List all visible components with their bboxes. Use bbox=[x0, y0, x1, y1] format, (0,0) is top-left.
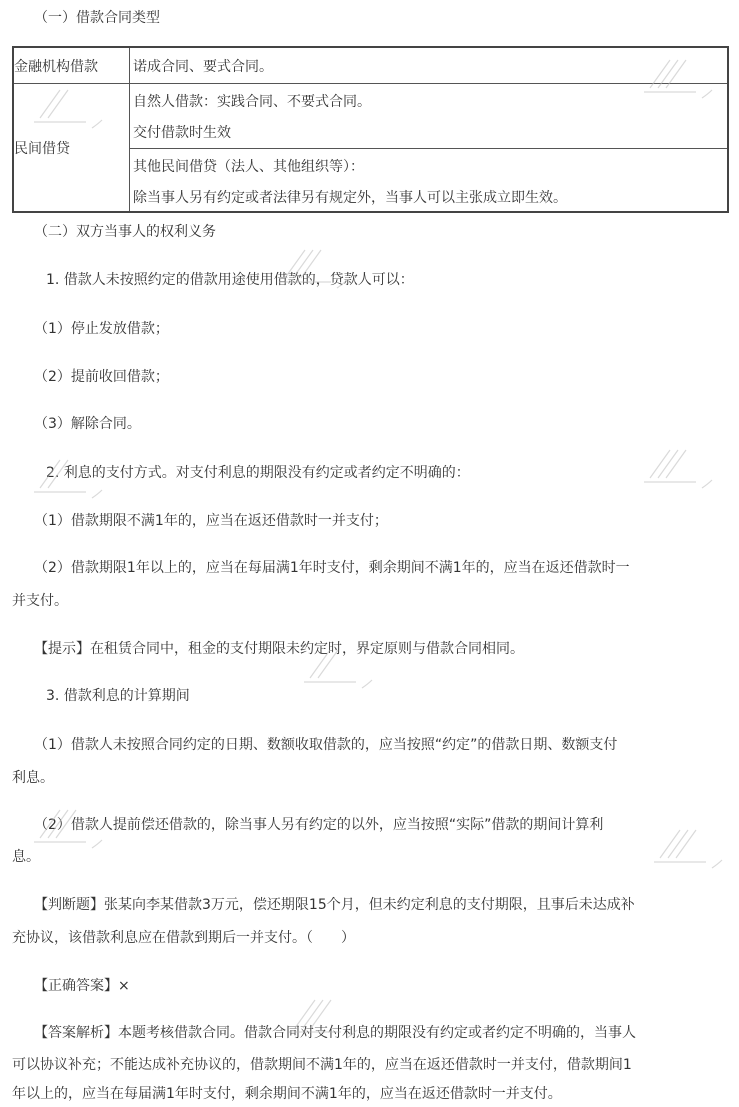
paragraph-3-item-2-line-1: （2）借款人提前偿还借款的，除当事人另有约定的以外，应当按照“实际”借款的期间计算利 bbox=[34, 817, 604, 833]
paragraph-3-item-1-line-2: 利息。 bbox=[12, 770, 54, 786]
paragraph-1-item-1: （1）停止发放借款； bbox=[34, 321, 169, 337]
table-cell-financial-institution-type: 诺成合同、要式合同。 bbox=[133, 59, 273, 75]
paragraph-2: 2. 利息的支付方式。对支付利息的期限没有约定或者约定不明确的： bbox=[46, 465, 470, 481]
paragraph-1: 1. 借款人未按照约定的借款用途使用借款的，贷款人可以： bbox=[46, 272, 414, 288]
table-column-divider bbox=[129, 48, 130, 211]
section-title-loan-contract-types: （一）借款合同类型 bbox=[34, 10, 160, 26]
tip-paragraph: 【提示】在租赁合同中，租金的支付期限未约定时，界定原则与借款合同相同。 bbox=[34, 641, 524, 657]
paragraph-2-item-2-line-2: 并支付。 bbox=[12, 593, 68, 609]
watermark-mark bbox=[650, 820, 730, 870]
table-cell-natural-person-type: 自然人借款：实践合同、不要式合同。 bbox=[133, 94, 371, 110]
loan-type-table bbox=[12, 46, 729, 213]
section-title-rights-obligations: （二）双方当事人的权利义务 bbox=[34, 224, 216, 240]
table-cell-other-lending-type: 其他民间借贷（法人、其他组织等）： bbox=[133, 159, 364, 175]
answer-analysis-line-1: 【答案解析】本题考核借款合同。借款合同对支付利息的期限没有约定或者约定不明确的，当事人 bbox=[34, 1025, 636, 1041]
paragraph-2-item-1: （1）借款期限不满1年的，应当在返还借款时一并支付； bbox=[34, 513, 388, 529]
paragraph-3-item-2-line-2: 息。 bbox=[12, 849, 40, 865]
answer-analysis-line-2: 可以协议补充；不能达成补充协议的，借款期间不满1年的，应当在返还借款时一并支付，借款期间1 bbox=[12, 1057, 632, 1073]
table-cell-private-lending-label: 民间借贷 bbox=[14, 141, 70, 157]
paragraph-3-item-1-line-1: （1）借款人未按照合同约定的日期、数额收取借款的，应当按照“约定”的借款日期、数额支付 bbox=[34, 737, 618, 753]
judgment-question-line-2: 充协议，该借款利息应在借款到期后一并支付。（ ） bbox=[12, 930, 355, 946]
table-row-divider bbox=[14, 83, 727, 84]
table-cell-financial-institution-label: 金融机构借款 bbox=[14, 59, 98, 75]
paragraph-1-item-2: （2）提前收回借款； bbox=[34, 369, 169, 385]
paragraph-3: 3. 借款利息的计算期间 bbox=[46, 688, 190, 704]
table-subrow-divider bbox=[129, 148, 727, 149]
table-cell-natural-person-effect: 交付借款时生效 bbox=[133, 125, 231, 141]
judgment-question-line-1: 【判断题】张某向李某借款3万元，偿还期限15个月，但未约定利息的支付期限，且事后未达成补 bbox=[34, 897, 635, 913]
paragraph-1-item-3: （3）解除合同。 bbox=[34, 416, 141, 432]
answer-analysis-line-3: 年以上的，应当在每届满1年时支付，剩余期间不满1年的，应当在返还借款时一并支付。 bbox=[12, 1086, 562, 1102]
table-cell-other-lending-effect: 除当事人另有约定或者法律另有规定外，当事人可以主张成立即生效。 bbox=[133, 190, 567, 206]
correct-answer: 【正确答案】× bbox=[34, 978, 130, 994]
paragraph-2-item-2-line-1: （2）借款期限1年以上的，应当在每届满1年时支付，剩余期间不满1年的，应当在返还借款时一 bbox=[34, 560, 630, 576]
watermark-mark bbox=[640, 440, 720, 490]
